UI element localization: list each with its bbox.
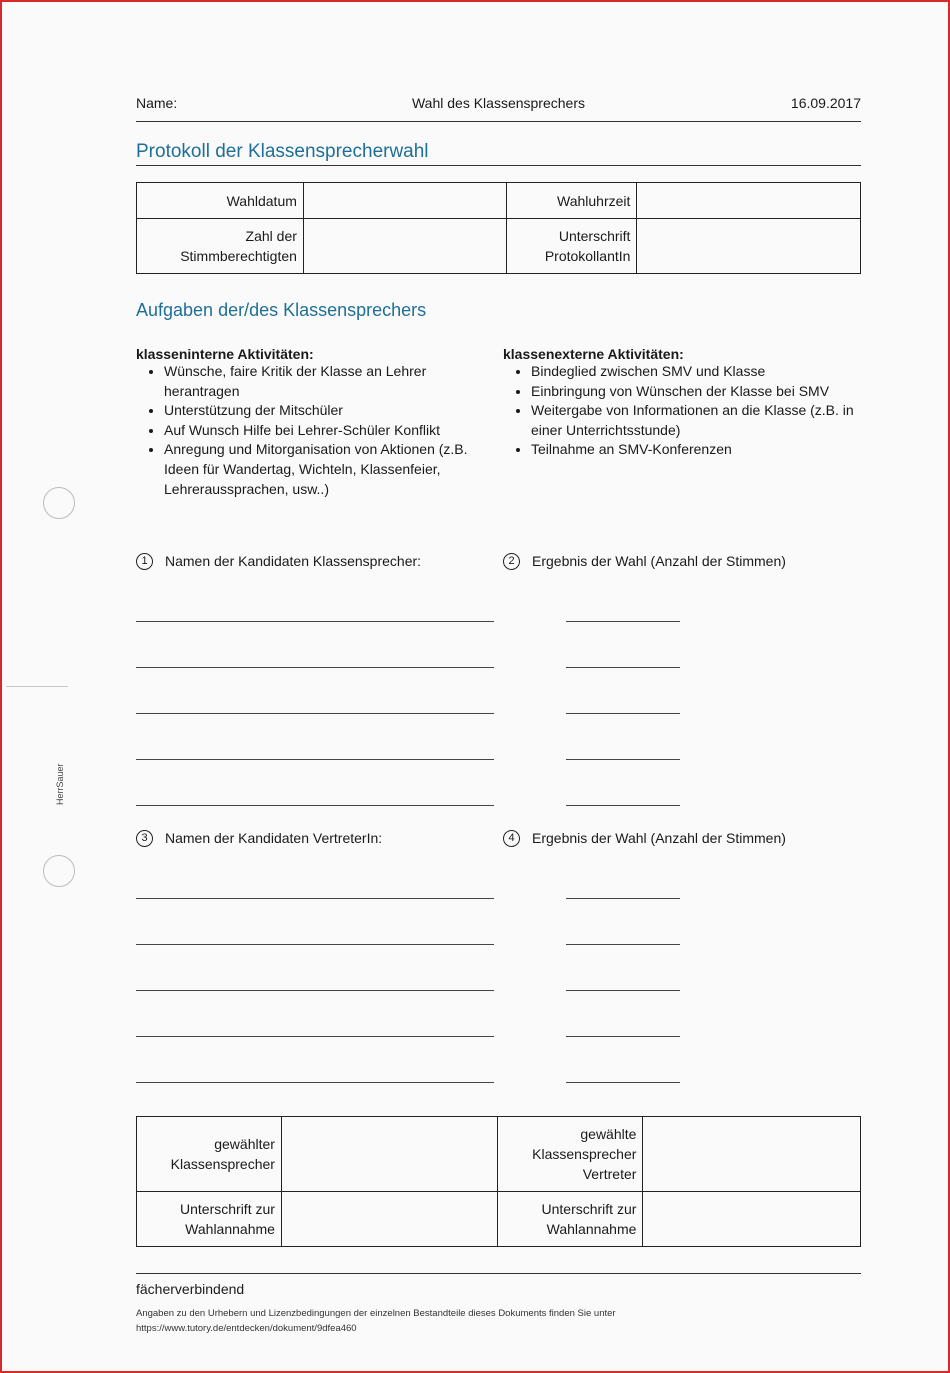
external-activities <box>503 346 865 460</box>
candidate-v-line-3[interactable] <box>136 990 494 991</box>
name-label: Name: <box>136 95 178 111</box>
author-side-label: HerrSauer <box>55 763 65 805</box>
list-item: • Teilnahme an SMV-Konferenzen <box>531 440 865 460</box>
page-header <box>136 95 861 113</box>
internal-list <box>136 362 498 499</box>
candidate-ks-line-2[interactable] <box>136 667 494 668</box>
wahluhrzeit-field[interactable] <box>637 183 861 219</box>
page-title: Protokoll der Klassensprecherwahl <box>136 141 429 162</box>
external-list <box>503 362 865 460</box>
votes-ks-line-3[interactable] <box>566 713 680 714</box>
stimmberechtigte-label: Zahl der Stimmberechtigten <box>137 219 304 274</box>
number-3-icon: 3 <box>136 830 153 847</box>
footer-rule <box>136 1273 861 1274</box>
protokollant-field[interactable] <box>637 219 861 274</box>
wahldatum-label: Wahldatum <box>137 183 304 219</box>
list-item: • Auf Wunsch Hilfe bei Lehrer-Schüler Konflikt <box>164 421 498 441</box>
header-date: 16.09.2017 <box>790 95 861 111</box>
list-item: • Einbringung von Wünschen der Klasse bei SMV <box>531 382 865 402</box>
footer-note <box>136 1306 616 1336</box>
candidate-ks-line-4[interactable] <box>136 759 494 760</box>
votes-v-line-1[interactable] <box>566 898 680 899</box>
question-1: 1 Namen der Kandidaten Klassensprecher: <box>136 553 421 571</box>
question-3: 3 Namen der Kandidaten VertreterIn: <box>136 830 382 848</box>
gewaehlter-ks-field[interactable] <box>281 1117 498 1192</box>
votes-v-line-2[interactable] <box>566 944 680 945</box>
internal-title: klasseninterne Aktivitäten: <box>136 346 314 362</box>
stimmberechtigte-field[interactable] <box>303 219 506 274</box>
number-2-icon: 2 <box>503 553 520 570</box>
wahldatum-field[interactable] <box>303 183 506 219</box>
internal-activities <box>136 346 498 499</box>
gewaehlter-ks-label: gewählter Klassensprecher <box>137 1117 282 1192</box>
question-4: 4 Ergebnis der Wahl (Anzahl der Stimmen) <box>503 830 786 848</box>
candidate-ks-line-3[interactable] <box>136 713 494 714</box>
candidate-ks-line-1[interactable] <box>136 621 494 622</box>
unterschrift-v-label: Unterschrift zur Wahlannahme <box>498 1192 643 1247</box>
votes-v-line-5[interactable] <box>566 1082 680 1083</box>
footer-note-text: Angaben zu den Urhebern und Lizenzbedingungen der einzelnen Bestandteile dieses Dokuments finden Sie unter <box>136 1308 616 1319</box>
fold-mark <box>6 686 68 687</box>
header-rule <box>136 121 861 122</box>
votes-ks-line-4[interactable] <box>566 759 680 760</box>
list-item: • Anregung und Mitorganisation von Aktionen (z.B. Ideen für Wandertag, Wichteln, Klassenfeier, Lehreraussprachen, usw..) <box>164 440 498 499</box>
votes-v-line-4[interactable] <box>566 1036 680 1037</box>
wahluhrzeit-label: Wahluhrzeit <box>506 183 637 219</box>
external-title: klassenexterne Aktivitäten: <box>503 346 684 362</box>
list-item: • Bindeglied zwischen SMV und Klasse <box>531 362 865 382</box>
header-title: Wahl des Klassensprechers <box>411 95 585 111</box>
unterschrift-v-field[interactable] <box>643 1192 861 1247</box>
gewaehlte-vertreter-field[interactable] <box>643 1117 861 1192</box>
list-item: • Weitergabe von Informationen an die Klasse (z.B. in einer Unterrichtsstunde) <box>531 401 865 440</box>
footer-link[interactable]: https://www.tutory.de/entdecken/dokument/9dfea460 <box>136 1323 357 1334</box>
list-item: • Wünsche, faire Kritik der Klasse an Lehrer herantragen <box>164 362 498 401</box>
votes-ks-line-5[interactable] <box>566 805 680 806</box>
votes-ks-line-2[interactable] <box>566 667 680 668</box>
protokollant-label: Unterschrift ProtokollantIn <box>506 219 637 274</box>
candidate-v-line-1[interactable] <box>136 898 494 899</box>
section-title: Aufgaben der/des Klassensprechers <box>136 300 427 320</box>
number-1-icon: 1 <box>136 553 153 570</box>
votes-ks-line-1[interactable] <box>566 621 680 622</box>
list-item: • Unterstützung der Mitschüler <box>164 401 498 421</box>
number-4-icon: 4 <box>503 830 520 847</box>
candidate-v-line-4[interactable] <box>136 1036 494 1037</box>
candidate-v-line-5[interactable] <box>136 1082 494 1083</box>
candidate-ks-line-5[interactable] <box>136 805 494 806</box>
title-rule <box>136 165 861 166</box>
result-table <box>136 1116 861 1247</box>
unterschrift-ks-field[interactable] <box>281 1192 498 1247</box>
footer-category: fächerverbindend <box>136 1281 245 1297</box>
unterschrift-ks-label: Unterschrift zur Wahlannahme <box>137 1192 282 1247</box>
punch-hole-bottom <box>43 855 75 887</box>
question-2: 2 Ergebnis der Wahl (Anzahl der Stimmen) <box>503 553 786 571</box>
candidate-v-line-2[interactable] <box>136 944 494 945</box>
punch-hole-top <box>43 487 75 519</box>
votes-v-line-3[interactable] <box>566 990 680 991</box>
election-info-table <box>136 182 861 274</box>
gewaehlte-vertreter-label: gewählte Klassensprecher Vertreter <box>498 1117 643 1192</box>
